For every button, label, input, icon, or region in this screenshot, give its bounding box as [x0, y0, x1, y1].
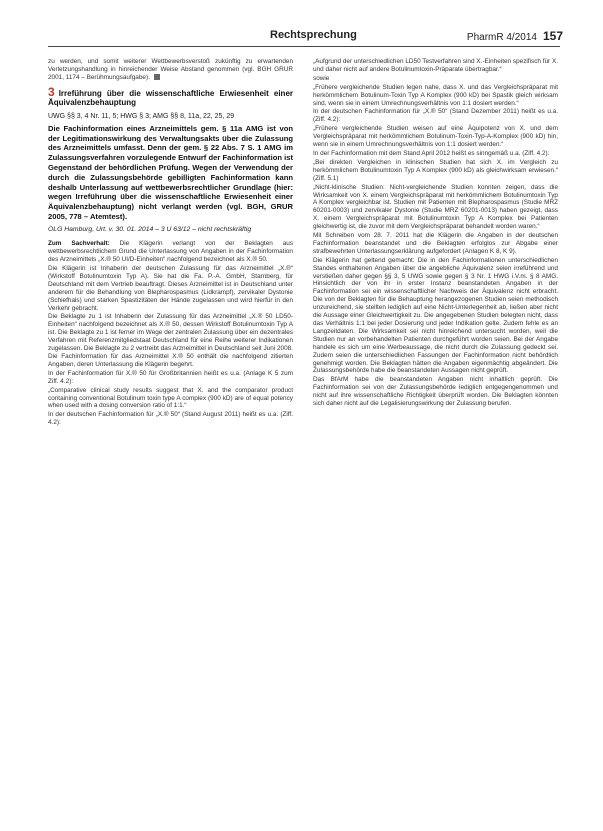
journal-issue: PharmR 4/2014 — [466, 32, 537, 43]
intro-paragraph: zu werden, und somit weiterer Wettbewerbsverstoß zukünftig zu erwartenden Verletzungshandlung in hinreichender Weise Abstand genommen (vgl. BGH GRUR 2001, 1174 – Berühmungsaufgabe). — [48, 58, 293, 81]
left-column — [48, 58, 293, 428]
body-paragraph — [48, 265, 293, 312]
body-paragraph: In der deutschen Fachinformation für „X.® 50“ (Stand Dezember 2011) heißt es u.a. (Ziff. 4.2): — [313, 108, 558, 124]
section-number: 3 — [48, 84, 55, 99]
body-paragraph — [48, 370, 293, 386]
section-heading — [48, 84, 293, 108]
paragraph-lead: Zum Sachverhalt: — [48, 240, 110, 248]
journal-reference — [467, 29, 563, 43]
section-heading-text: Irreführung über die wissenschaftliche Erwiesenheit einer Äquivalenzbehauptung — [48, 88, 293, 108]
body-paragraph: Mit Schreiben vom 28. 7. 2011 hat die Klägerin die Angaben in der deutschen Fachinformation beanstandet und die Beklagten erfolglos zur Abgabe einer strafbewehrten Unterlassungserklärung aufgefordert (Anlagen K 8, K 9). — [313, 232, 558, 255]
right-body — [313, 58, 558, 408]
paragraph-text: In der Fachinformation für X.® 50 für Großbritannien heißt es u.a. (Anlage K 5 zum Ziff. 4.2): — [48, 369, 293, 385]
paragraph-text: Die Klägerin verlangt von der Beklagten aus wettbewerbsrechtlichem Grund die Unterlassung von Angaben in der Fachinformation des Arzneimittels „X.® 50 UI/D-Einheiten“ nachfolgend bezeichnet als X.® 50. — [48, 240, 294, 264]
paragraph-text: In der deutschen Fachinformation für „X.® 50“ (Stand August 2011) heißt es u.a. (Ziff. 4.2): — [48, 411, 293, 427]
body-paragraph — [48, 411, 293, 427]
left-body — [48, 240, 293, 427]
end-square-icon — [154, 74, 160, 80]
body-paragraph: „Nicht-klinische Studien: Nicht-vergleichende Studien konnten zeigen, dass die Wirksamkeit von X. einem Vergleichspräparat mit herkömmlichem Botulinumtoxin Typ A Komplex vergleichbar ist. Studien mit Patienten mit Blepharospasmus (Studie MRZ 60201-0003) und zervikaler Dystonie (Studie MRZ 60201-0013) haben gezeigt, dass X. einem Vergleichspräparat mit Botulinumtoxin Typ A Komplex bei Patienten gleichwertig ist, die zuvor mit dem Vergleichspräparat behandelt worden waren.“ — [313, 183, 558, 231]
body-paragraph: Das BfArM habe die beanstandeten Angaben nicht inhaltlich geprüft. Die Fachinformation sei von der Zulassungsbehörde lediglich entgegengenommen und nicht auf ihre wissenschaftliche Richtigkeit überprüft worden. Die Beklagten könnten sich daher nicht auf die Legalisierungswirkung der Zulassung berufen. — [313, 376, 558, 408]
legal-references: UWG §§ 3, 4 Nr. 11, 5; HWG § 3; AMG §§ 8, 11a, 22, 25, 29 — [48, 112, 235, 120]
body-paragraph: Die Klägerin hat geltend gemacht: Die in den Fachinformationen unterschiedlichen Standes enthaltenen Angaben über die angebliche Äquivalenz seien irreführend und verstießen daher gegen §§ 3, 5 UWG sowie gegen § 3 Nr. 1 HWG i.V.m. § 8 AMG. Hinsichtlich der von ihr in erster Instanz beanstandeten Angaben in der Fachinformation sei ein wissenschaftlicher Nachweis der Äquivalenz nicht erbracht. Die von der Beklagten für die Behauptung herangezogenen Studien seien methodisch unzureichend, sie stellten lediglich auf eine Nicht-Unterlegenheit ab, ließen aber nicht die Aussage einer Gleichwertigkeit zu. Die angegebenen Studien belegten nicht, dass das Verhältnis 1:1 bei jeder Dosierung und jeder Indikation gelte. Zudem fehle es an Langzeitdaten. Die Wirksamkeit sei nicht hinreichend untersucht worden, weil die Studien nur an vorbehandelten Patienten durchgeführt worden seien. Bei der Angabe handele es sich um eine Werbeaussage, die nicht durch die Zulassung gedeckt sei. Zudem seien die unterschiedlichen Fassungen der Fachinformation nicht behördlich genehmigt worden. Die Beklagten hätten die Angaben eigenmächtig abgeändert. Die Zulassungsbehörde habe die beanstandeten Aussagen nicht geprüft. — [313, 256, 558, 375]
paragraph-text: Die Beklagte zu 1 ist Inhaberin der Zulassung für das Arzneimittel „X.® 50 LD50-Einheiten“ nachfolgend bezeichnet als X.® 50, dessen Wirkstoff Botulinumtoxin Typ A ist. Die Beklagte zu 1 ist ferner im Wege der zentralen Zulassung über ein dezentrales Verfahren mit Referenzmitgliedstaat Deutschland für eine Reihe weiterer Indikationen zugelassen. Die Beklagte zu 2 vertreibt das Arzneimittel in Deutschland seit Juni 2008. Die Fachinformation für das Arzneimittel X.® 50 enthält die nachfolgend zitierten Angaben, deren Unterlassung die Klägerin begehrt. — [48, 313, 293, 368]
section-title: Rechtsprechung — [270, 29, 357, 41]
body-paragraph — [48, 387, 293, 411]
body-paragraph — [48, 240, 293, 264]
court-citation: OLG Hamburg, Urt. v. 30. 01. 2014 – 3 U 63/12 – nicht rechtskräftig — [48, 225, 252, 233]
paragraph-text: „Comparative clinical study results suggest that X. and the comparator product containing conventional Botulinum toxin type A complex (900 kD) are of equal potency when used with a dosing conversion ratio of 1:1.“ — [48, 386, 293, 410]
body-paragraph: „Aufgrund der unterschiedlichen LD50 Testverfahren sind X.-Einheiten spezifisch für X. und daher nicht auf andere Botulinumtoxin-Präparate übertragbar.“ — [313, 58, 558, 73]
body-paragraph: „Frühere vergleichende Studien legen nahe, dass X. und das Vergleichspräparat mit herkömmlichem Botulinum-Toxin Typ A Komplex (900 kD) bei Spastik gleich wirksam sind, wenn sie in einem Umrechnungsverhältnis von 1:1 dosiert werden.“ — [313, 83, 558, 107]
body-paragraph — [48, 313, 293, 368]
right-column — [313, 58, 558, 409]
page-number: 157 — [542, 29, 563, 43]
headnote: Die Fachinformation eines Arzneimittels gem. § 11a AMG ist von der Legitimationswirkung des Verwaltungsakts über die Zulassung des Arzneimittels umfasst. Denn der gem. § 22 Abs. 7 S. 1 AMG im Zulassungsverfahren vorzulegende Entwurf der Fachinformation ist Gegenstand der behördlichen Prüfung. Wegen der Verwendung der durch die Zulassungsbehörde gebilligten Fachinformation kann deshalb Unterlassung auf wettbewerbsrechtlicher Grundlage (hier: wegen Irreführung über die wissenschaftliche Erwiesenheit einer Äquivalenzbehauptung) nicht verlangt werden (vgl. BGH, GRUR 2005, 778 – Atemtest). — [48, 123, 293, 221]
body-paragraph: „Bei direkten Vergleichen in klinischen Studien hat sich X. im Vergleich zu herkömmlichem Botulinumtoxin Typ A Komplex (900 kD) als gleichwirksam erwiesen.“ (Ziff. 5.1) — [313, 158, 558, 182]
header-divider — [48, 46, 560, 47]
body-paragraph: sowie — [313, 74, 330, 82]
body-paragraph: „Frühere vergleichende Studien weisen auf eine Äquipotenz von X. und dem Vergleichspräparat mit herkömmlichem Botulinum-Toxin-Typ-A-Komplex (900 kD) hin, wenn sie in einem Umrechnungsverhältnis von 1:1 dosiert werden.“ — [313, 125, 558, 149]
page-header — [0, 0, 603, 44]
paragraph-text: Die Klägerin ist Inhaberin der deutschen Zulassung für das Arzneimittel „X.®“ (Wirkstoff Botulinumtoxin Typ A). Sie hat die Fa. P.-A. GmbH, Starnberg, für Deutschland mit dem Vertrieb beauftragt. Dieses Arzneimittel ist in Deutschland unter anderem für die Behandlung von Blepharospasmus (Lidkrampf), zervikaler Dystonie (Schiefhals) und starken Spastizitäten der Hände zugelassen und wird hierfür in den Verkehr gebracht. — [48, 265, 293, 312]
body-paragraph: In der Fachinformation mit dem Stand April 2012 heißt es sinngemäß u.a. (Ziff. 4.2): — [313, 149, 550, 157]
